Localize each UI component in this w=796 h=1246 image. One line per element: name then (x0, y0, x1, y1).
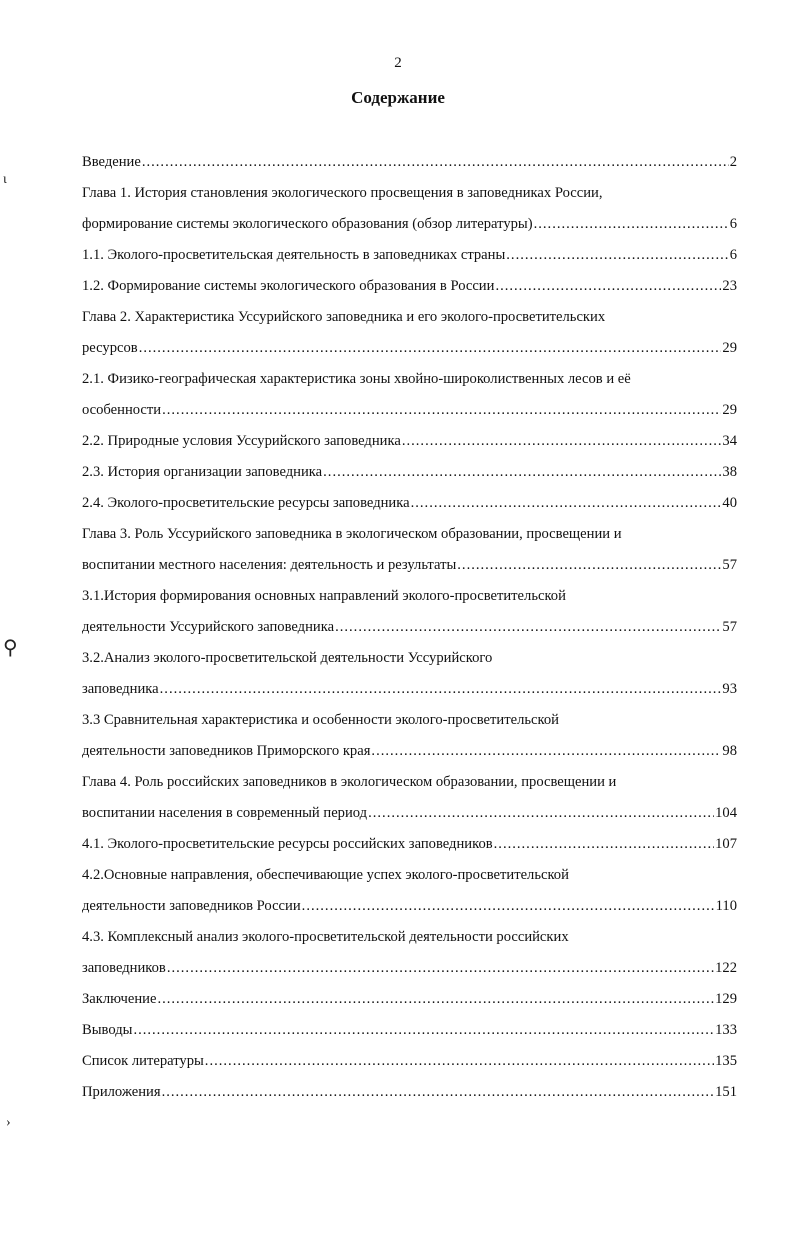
toc-entry[interactable] (82, 183, 737, 203)
toc-entry[interactable] (82, 245, 737, 265)
toc-entry-text: заповедников (82, 960, 166, 976)
toc-entry-text: Глава 2. Характеристика Уссурийского заповедника и его эколого-просветительских (82, 309, 606, 325)
leader-dots (506, 245, 728, 265)
leader-dots (162, 400, 721, 420)
toc-page-number: 98 (722, 743, 737, 759)
leader-dots (534, 214, 729, 234)
toc-page-number: 38 (722, 464, 737, 480)
toc-entry[interactable] (82, 152, 737, 172)
toc-entry-text: ресурсов (82, 340, 138, 356)
toc-entry[interactable] (82, 369, 737, 389)
toc-entry[interactable] (82, 214, 737, 234)
toc-entry-text: 2.2. Природные условия Уссурийского заповедника (82, 433, 401, 449)
toc-entry[interactable] (82, 989, 737, 1009)
leader-dots (162, 1082, 715, 1102)
toc-page-number: 135 (715, 1053, 737, 1069)
page-title: Содержание (351, 88, 445, 107)
leader-dots (157, 989, 714, 1009)
toc-entry[interactable] (82, 1082, 737, 1102)
toc-page-number: 6 (729, 247, 737, 263)
toc-page-number: 29 (722, 402, 737, 418)
page-number: 2 (394, 55, 402, 71)
toc-entry-text: деятельности заповедников России (82, 898, 301, 914)
leader-dots (167, 958, 714, 978)
toc-page-number: 6 (729, 216, 737, 232)
toc-entry[interactable] (82, 400, 737, 420)
toc-entry-text: 3.3 Сравнительная характеристика и особенности эколого-просветительской (82, 712, 559, 728)
toc-page-number: 57 (722, 619, 737, 635)
leader-dots (368, 803, 714, 823)
toc-entry-text: Список литературы (82, 1053, 204, 1069)
leader-dots (335, 617, 721, 637)
toc-entry[interactable] (82, 617, 737, 637)
leader-dots (160, 679, 722, 699)
leader-dots (133, 1020, 714, 1040)
toc-page-number: 107 (715, 836, 737, 852)
toc-entry[interactable] (82, 865, 737, 885)
toc-page-number: 57 (722, 557, 737, 573)
leader-dots (371, 741, 721, 761)
leader-dots (457, 555, 721, 575)
toc-entry-text: Заключение (82, 991, 157, 1007)
toc-page-number: 151 (715, 1084, 737, 1100)
toc-entry[interactable] (82, 710, 737, 730)
toc-entry-text: 2.3. История организации заповедника (82, 464, 323, 480)
toc-page-number: 29 (722, 340, 737, 356)
toc-entry-text: 4.3. Комплексный анализ эколого-просветительской деятельности российских (82, 929, 569, 945)
toc-entry[interactable] (82, 927, 737, 947)
toc-entry-text: Выводы (82, 1022, 133, 1038)
toc-entry[interactable] (82, 431, 737, 451)
toc-entry-text: 2.4. Эколого-просветительские ресурсы заповедника (82, 495, 410, 511)
toc-entry[interactable] (82, 307, 737, 327)
toc-page-number: 93 (722, 681, 737, 697)
toc-entry[interactable] (82, 679, 737, 699)
toc-entry-text: 4.1. Эколого-просветительские ресурсы российских заповедников (82, 836, 493, 852)
toc-entry-text: 3.2.Анализ эколого-просветительской деятельности Уссурийского (82, 650, 493, 666)
toc-entry[interactable] (82, 524, 737, 544)
toc-page-number: 23 (722, 278, 737, 294)
toc-entry-text: формирование системы экологического образования (обзор литературы) (82, 216, 533, 232)
toc-entry-text: 1.1. Эколого-просветительская деятельность в заповедниках страны (82, 247, 506, 263)
leader-dots (495, 276, 721, 296)
toc-entry[interactable] (82, 834, 737, 854)
leader-dots (142, 152, 729, 172)
toc-entry-text: Глава 3. Роль Уссурийского заповедника в экологическом образовании, просвещении и (82, 526, 622, 542)
scan-artifact: › (6, 1115, 11, 1130)
leader-dots (139, 338, 722, 358)
leader-dots (494, 834, 714, 854)
toc-entry[interactable] (82, 803, 737, 823)
toc-entry[interactable] (82, 741, 737, 761)
toc-entry-text: Глава 1. История становления экологического просвещения в заповедниках России, (82, 185, 603, 201)
toc-entry[interactable] (82, 276, 737, 296)
toc-entry-text: 4.2.Основные направления, обеспечивающие успех эколого-просветительской (82, 867, 569, 883)
toc-entry-text: воспитании местного населения: деятельность и результаты (82, 557, 457, 573)
toc-entry-text: заповедника (82, 681, 159, 697)
toc-entry[interactable] (82, 1051, 737, 1071)
toc-entry-text: Приложения (82, 1084, 161, 1100)
toc-entry[interactable] (82, 772, 737, 792)
toc-entry[interactable] (82, 493, 737, 513)
toc-entry-text: 3.1.История формирования основных направлений эколого-просветительской (82, 588, 566, 604)
toc-entry-text: 2.1. Физико-географическая характеристика зоны хвойно-широколиственных лесов и её (82, 371, 631, 387)
toc-page-number: 129 (715, 991, 737, 1007)
leader-dots (323, 462, 721, 482)
toc-entry[interactable] (82, 958, 737, 978)
toc-page-number: 34 (722, 433, 737, 449)
toc-entry[interactable] (82, 648, 737, 668)
scan-artifact: ⚲ (3, 637, 18, 659)
toc-entry[interactable] (82, 896, 737, 916)
toc-entry-text: воспитании населения в современный период (82, 805, 368, 821)
toc-page-number: 104 (715, 805, 737, 821)
toc-page-number: 110 (715, 898, 737, 914)
toc-page-number: 122 (715, 960, 737, 976)
toc-entry[interactable] (82, 1020, 737, 1040)
toc-entry[interactable] (82, 586, 737, 606)
toc-entry[interactable] (82, 338, 737, 358)
leader-dots (302, 896, 715, 916)
toc-entry-text: Глава 4. Роль российских заповедников в экологическом образовании, просвещении и (82, 774, 617, 790)
toc-entry-text: деятельности Уссурийского заповедника (82, 619, 335, 635)
toc-entry[interactable] (82, 555, 737, 575)
toc-entry-text: деятельности заповедников Приморского края (82, 743, 371, 759)
toc-page-number: 40 (722, 495, 737, 511)
toc-entry-text: Введение (82, 154, 141, 170)
toc-page-number: 2 (729, 154, 737, 170)
scan-artifact: ɩ (3, 172, 7, 187)
toc-entry[interactable] (82, 462, 737, 482)
toc-entry-text: особенности (82, 402, 162, 418)
leader-dots (411, 493, 722, 513)
toc-entry-text: 1.2. Формирование системы экологического образования в России (82, 278, 495, 294)
toc-page-number: 133 (715, 1022, 737, 1038)
leader-dots (402, 431, 722, 451)
leader-dots (205, 1051, 714, 1071)
